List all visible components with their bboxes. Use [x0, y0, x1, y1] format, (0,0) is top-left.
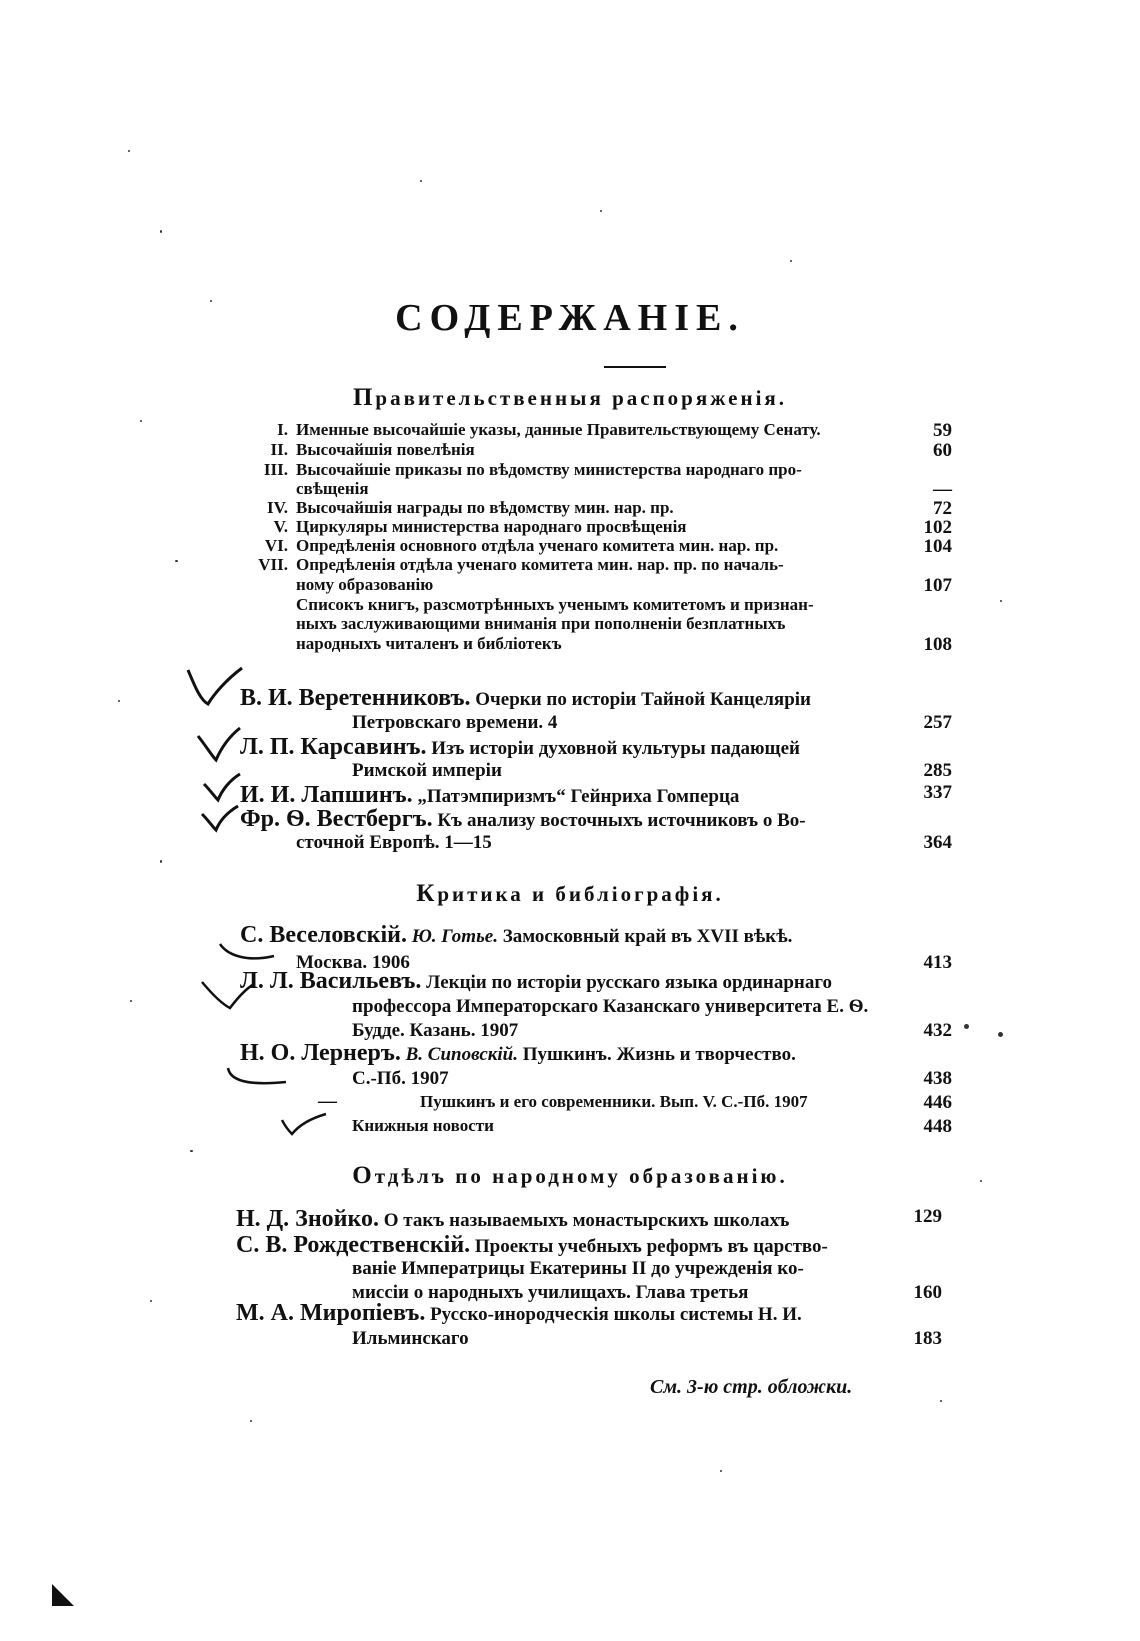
- scan-speck: [250, 1420, 252, 1422]
- page-number: 446: [923, 1092, 952, 1113]
- page-number: 72: [933, 498, 952, 519]
- page-number: 108: [923, 634, 952, 655]
- review-entry: Л. Л. Васильевъ. Лекціи по исторіи русскаго языка ординарнаго: [240, 968, 833, 994]
- scan-speck: [160, 230, 162, 233]
- scan-speck: [175, 560, 178, 562]
- review-entry-cont: профессора Императорскаго Казанскаго университета Е. Ѳ.: [352, 996, 869, 1017]
- footer-note: См. 3-ю стр. обложки.: [650, 1376, 853, 1398]
- education-entry: С. В. Рождественскій. Проекты учебныхъ реформъ въ царство-: [236, 1232, 828, 1258]
- article-entry: И. И. Лапшинъ. „Патэмпиризмъ“ Гейнриха Гомперца: [240, 782, 740, 808]
- checkmark-icon: [196, 726, 242, 762]
- page-number: 432: [923, 1020, 952, 1041]
- review-entry-cont: Москва. 1906: [296, 952, 410, 973]
- education-entry: М. А. Миропіевъ. Русско-инородческія школы системы Н. И.: [236, 1300, 802, 1326]
- scan-speck: [1000, 600, 1002, 602]
- scan-speck: [160, 860, 162, 863]
- scan-speck: [130, 1000, 132, 1002]
- education-entry-cont: ваніе Императрицы Екатерины II до учрежденія ко-: [352, 1258, 804, 1279]
- title-rule: [604, 366, 666, 368]
- education-entry: Н. Д. Знойко. О такъ называемыхъ монастырскихъ школахъ: [236, 1206, 790, 1232]
- scan-speck: [150, 1300, 152, 1302]
- section-heading-crit: Критика и библіографія.: [416, 880, 724, 907]
- page-number: 59: [933, 420, 952, 441]
- review-dash: —: [318, 1091, 337, 1112]
- article-entry: В. И. Веретенниковъ. Очерки по исторіи Тайной Канцеляріи: [240, 685, 812, 711]
- page-corner-mark: [52, 1584, 74, 1606]
- scan-speck: [964, 1024, 969, 1029]
- review-entry-cont: С.-Пб. 1907: [352, 1068, 449, 1089]
- curve-mark-icon: [218, 942, 278, 966]
- page-number: 104: [923, 536, 952, 557]
- page-number: 285: [923, 760, 952, 781]
- article-entry: Фр. Ѳ. Вестбергъ. Къ анализу восточныхъ источниковъ о Во-: [240, 806, 806, 832]
- checkmark-icon: [202, 772, 242, 802]
- page-number: 107: [923, 575, 952, 596]
- curve-mark-icon: [226, 1066, 290, 1090]
- scan-speck: [600, 210, 602, 212]
- article-entry-cont: сточной Европѣ. 1—15: [296, 832, 492, 853]
- document-page: СОДЕРЖАНІЕ. Правительственныя распоряженія. I. Именные высочайшіе указы, данные Правительствующему Сенату. 59 II. Высочайшія повелѣнія 60 III. Высочайшіе приказы по вѣдомству министерства народнаго про- свѣщенія — IV. Высочайшія награды по вѣдомству мин. нар. пр. 72 V. Циркуляры министерства народнаго просвѣщенія 102 VI. Опредѣленія основного отдѣла ученаго комитета мин. нар. пр. 104 VII. Опредѣленія отдѣла ученаго комитета мин. нар. пр. по началь- ному образованію 107 Списокъ книгъ, разсмотрѣнныхъ ученымъ комитетомъ и признан- ныхъ заслуживающими вниманія при пополненіи безплатныхъ народныхъ читаленъ и библіотекъ 108 В. И. Веретенниковъ. Очерки по исторіи Тайной Канцеляріи Петровскаго времени. 4 257 Л. П. Карсавинъ. Изъ исторіи духовной культуры падающей Римской имперіи 285 И. И. Лапшинъ. „Патэмпиризмъ“ Гейнриха Гомперца 337 Фр. Ѳ. Вестбергъ. Къ анализу восточныхъ источниковъ о Во- сточной Европѣ. 1—15 364 Критика и библіографія. С. Веселовскій. Ю. Готье. Замосковный край въ XVII вѣкѣ. Москва. 1906 413 Л. Л. Васильевъ. Лекціи по исторіи русскаго языка ординарнаго профессора Императорскаго Казанскаго университета Е. Ѳ. Будде. Казань. 1907 432 Н. О. Лернеръ. В. Сиповскій. Пушкинъ. Жизнь и творчество. С.-Пб. 1907 438 — Пушкинъ и его современники. Вып. V. С.-Пб. 1907 446 Книжныя новости 448 Отдѣлъ по народному образованію. Н. Д. Знойко. О такъ называемыхъ монастырскихъ школахъ 129 С. В. Рождественскій. Проекты учебныхъ реформъ въ царство- ваніе Императрицы Екатерины II до учрежденія ко- миссіи о народныхъ училищахъ. Глава третья 160 М. А. Миропіевъ. Русско-инородческія школы системы Н. И. Ильминскаго 183 См. 3-ю стр. обложки.: [0, 0, 1140, 1641]
- checkmark-icon: [280, 1110, 330, 1136]
- scan-speck: [790, 260, 792, 262]
- review-entry-cont: Будде. Казань. 1907: [352, 1020, 519, 1041]
- scan-speck: [190, 1150, 193, 1152]
- scan-speck: [720, 1470, 722, 1472]
- review-entry: Пушкинъ и его современники. Вып. V. С.-Пб. 1907: [420, 1092, 808, 1111]
- article-entry: Л. П. Карсавинъ. Изъ исторіи духовной культуры падающей: [240, 734, 800, 760]
- page-number: 183: [913, 1328, 942, 1349]
- page-number: 448: [923, 1116, 952, 1137]
- scan-speck: [128, 150, 130, 152]
- education-entry-cont: миссіи о народныхъ училищахъ. Глава третья: [352, 1282, 749, 1303]
- review-entry: С. Веселовскій. Ю. Готье. Замосковный край въ XVII вѣкѣ.: [240, 922, 793, 948]
- education-entry-cont: Ильминскаго: [352, 1328, 469, 1349]
- scan-speck: [940, 1400, 942, 1402]
- scan-speck: [980, 1180, 982, 1182]
- page-number: 60: [933, 440, 952, 461]
- page-number: 364: [923, 832, 952, 853]
- scan-speck: [420, 180, 422, 182]
- article-entry-cont: Петровскаго времени. 4: [352, 712, 558, 733]
- page-number: 129: [913, 1206, 942, 1227]
- checkmark-icon: [186, 664, 246, 708]
- scan-speck: [210, 300, 212, 302]
- page-number: —: [933, 479, 952, 500]
- page-number: 413: [923, 952, 952, 973]
- page-number: 257: [923, 712, 952, 733]
- review-entry: Книжныя новости: [352, 1116, 494, 1135]
- scan-speck: [118, 700, 120, 702]
- page-number: 160: [913, 1282, 942, 1303]
- scan-speck: [998, 1032, 1003, 1037]
- page-number: 337: [923, 782, 952, 803]
- section-heading-gov: Правительственныя распоряженія.: [352, 384, 788, 411]
- section-heading-edu: Отдѣлъ по народному образованію.: [352, 1162, 788, 1189]
- review-entry: Н. О. Лернеръ. В. Сиповскій. Пушкинъ. Жизнь и творчество.: [240, 1040, 796, 1066]
- page-title: СОДЕРЖАНІЕ.: [395, 297, 745, 339]
- checkmark-icon: [200, 980, 256, 1014]
- page-number: 438: [923, 1068, 952, 1089]
- scan-speck: [140, 420, 142, 422]
- page-number: 102: [923, 517, 952, 538]
- article-entry-cont: Римской имперіи: [352, 760, 502, 781]
- checkmark-icon: [200, 804, 240, 834]
